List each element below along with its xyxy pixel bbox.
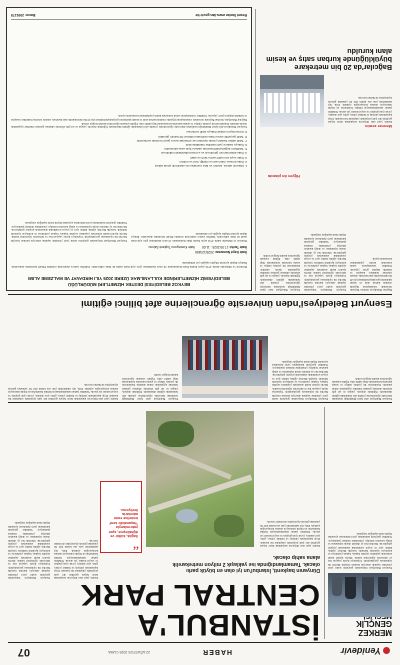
notice-ikn-row <box>11 250 247 254</box>
notice-item: 8. Teklif geçerlilik süresi ihale tarihinden itibaren 60 takvim günüdür <box>158 134 247 139</box>
notice-item: 6. İhaleye sadece yerli istekliler katılabilecektir <box>185 142 247 147</box>
notice-footer-rule <box>11 20 247 21</box>
bagcilar-headline: Bağcılar'da 20 bin metrekare büyüklüğünde kurban satış ve kesim alanı kuruldu <box>266 46 392 72</box>
main-story <box>8 407 320 639</box>
main-body-col3: Esenyurt Belediyesi bünyesinde gençlerin sesini yerel yönetime taşımak amacıyla kurulan Gençlik Meclisi ilk toplantısını gerçekleştirdi. Toplantıya ilçede yaşayan lise ve üniversite öğrencileri katıldı. Meclis üyeleri kendi aralarında yaptıkları seçimle başkan, başkan yardımcısı ve komisyon üyelerini belirledi. Gençlik Meclisi; eğitim, kültür, spor ve sosyal sorumluluk alanlarında projeler geliştirecek. Meclisin her ay düzenli olarak toplanması ve aldığı kararları belediye yönetimine iletmesi planlanıyor. Yetkililer gençlerin katılımının yerel demokrasi açısından büyük önem taşıdığını vurguladı. <box>8 521 50 579</box>
main-callout-text: Sağlık, kültür ve dijitalleşme, spor yatırımlarıyla 'Yaşanabilir kent' hedefine emin adımlarla ilerliyoruz. <box>108 507 138 538</box>
education-body-col1: Esenyurt Belediyesi Afet İşleri Müdürlüğü tarafından üniversite öğrencilerine yönelik afet farkındalık eğitimi düzenlendi. Eğitimde deprem, yangın ve sel gibi afetlerde alınması gereken önlemler uygulamalı olarak anlatıldı. Katılımcılar ilk yardım, tahliye ve arama kurtarma konularında bilgi sahibi oldu. Eğitim sonunda öğrencilere katılım belgesi verildi. <box>332 376 392 400</box>
section-rule-2 <box>8 294 392 295</box>
left-column-divider <box>324 407 325 639</box>
education-photo <box>182 336 268 398</box>
notice-filler-left: Hırdavat ve Malzeme Alımı 4734 sayılı Kamu İhale Kanununun 19 uncu maddesine göre açık ihale usulü ile ihale edilecektir. Teklifler sadece elektronik ortamda EKAP üzerinden alınacaktır. İhaleye ilişkin ayrıntılı bilgiler aşağıda yer almaktadır. <box>131 232 247 242</box>
education-story <box>8 312 392 400</box>
bagcilar-body-col2: Esenyurt Belediyesi bünyesinde gençlerin sesini yerel yönetime taşımak amacıyla kurulan Gençlik Meclisi ilk toplantısını gerçekleştirdi. Toplantıya ilçede yaşayan lise ve üniversite öğrencileri katıldı. Meclis üyeleri kendi aralarında yaptıkları seçimle başkan, başkan yardımcısı ve komisyon üyelerini belirledi. Gençlik Meclisi; eğitim, kültür, spor ve sosyal sorumluluk alanlarında projeler geliştirecek. Meclisin her ay düzenli olarak toplanması ve aldığı kararları belediye yönetimine iletmesi planlanıyor. Yetkililer gençlerin katılımının yerel demokrasi açısından büyük önem taşıdığını vurguladı. <box>304 233 346 291</box>
left-photo <box>328 573 392 617</box>
notice-place: İhale Komisyonu Toplantı Salonu <box>148 245 196 249</box>
bagcilar-body-col3: Esenyurt Belediyesi Afet İşleri Müdürlüğü tarafından üniversite öğrencilerine yönelik afet farkındalık eğitimi düzenlendi. Eğitimde deprem, yangın ve sel gibi afetlerde alınması gereken önlemler uygulamalı olarak anlatıldı. Katılımcılar ilk yardım, tahliye ve arama kurtarma konularında bilgi sahibi oldu. Eğitim sonunda öğrencilere katılım belgesi verildi. <box>260 253 300 291</box>
education-body-col2: Esenyurt Belediyesi bünyesinde gençlerin sesini yerel yönetime taşımak amacıyla kurulan Gençlik Meclisi ilk toplantısını gerçekleştirdi. Toplantıya ilçede yaşayan lise ve üniversite öğrencileri katıldı. Meclis üyeleri kendi aralarında yaptıkları seçimle başkan, başkan yardımcısı ve komisyon üyelerini belirledi. Gençlik Meclisi; eğitim, kültür, spor ve sosyal sorumluluk alanlarında projeler geliştirecek. Meclisin her ay düzenli olarak toplanması ve aldığı kararları belediye yönetimine iletmesi planlanıyor. Yetkililer gençlerin katılımının yerel demokrasi açısından büyük önem taşıdığını vurguladı. <box>272 359 328 400</box>
date-line: 22 AĞUSTOS 2025 CUMA <box>108 650 150 654</box>
main-headline-line2: CENTRAL PARK <box>80 578 320 611</box>
masthead-rule <box>8 642 392 643</box>
bottom-divider <box>255 9 256 291</box>
notice-item: 1. İdarenin adresi, telefon ve faks numarası ile elektronik posta adresi <box>154 164 247 168</box>
main-headline-line1: İSTANBUL'A <box>136 608 320 641</box>
section-rule-1 <box>8 402 392 403</box>
education-body-col3: Esenyurt Belediyesi Afet İşleri Müdürlüğü tarafından üniversite öğrencilerine yönelik afet farkındalık eğitimi düzenlendi. Eğitimde deprem, yangın ve sel gibi afetlerde alınması gereken önlemler uygulamalı olarak anlatıldı. Katılımcılar ilk yardım, tahliye ve arama kurtarma konularında bilgi sahibi oldu. Eğitim sonunda öğrencilere katılım belgesi verildi. <box>122 373 178 400</box>
notice-footer-right: Basın: 2091175 <box>11 13 36 17</box>
notice-items-continued: Esenyurt Belediyesi Afet İşleri Müdürlüğü tarafından üniversite öğrencilerine yönelik afet farkındalık eğitimi düzenlendi. Eğitimde deprem, yangın ve sel gibi afetlerde alınması gereken önlemler uygulamalı olarak anlatıldı. Katılımcılar ilk yardım, tahliye ve arama kurtarma konularında bilgi sahibi oldu. Eğitim sonunda öğrencilere katılım belgesi verildi. <box>11 121 247 129</box>
main-callout-box <box>100 481 142 553</box>
section-label: HABER <box>202 648 232 655</box>
notice-items-list <box>11 22 247 168</box>
notice-footer-left: Resmi İlanlar www.ilan.gov.tr'de <box>195 13 247 17</box>
masthead-logo <box>341 645 390 657</box>
notice-body: Hırdavat ve Malzeme Alımı 4734 sayılı Kamu İhale Kanununun 19 uncu maddesine göre açık ihale usulü ile ihale edilecektir. Teklifler sadece elektronik ortamda EKAP üzerinden alınacaktır. İhaleye ilişkin ayrıntılı bilgiler aşağıda yer almaktadır. <box>11 261 247 269</box>
logo-text: Yenidevir <box>340 646 381 656</box>
bagcilar-photo <box>260 75 324 127</box>
notice-ikn-label: İhale Kayıt Numarası: <box>214 250 247 254</box>
notice-date-row <box>11 245 247 249</box>
notice-subtitle: BELEDİYEMİZ HİZMETLERİNDE KULLANILMAK ÜZERE 2025 YILI HIRDAVAT VE MALZEME ALIMI <box>28 276 230 281</box>
main-deck: Dünyanın başkenti, İstanbul'un iyi olan en büyük parkı olacak. Tamamlandığında ise yaklaşık 2 milyon metrekarelik alana sahip olacak. <box>172 554 320 573</box>
logo-mark-icon <box>383 648 390 655</box>
left-column <box>328 407 392 639</box>
notice-item: 3. İhale veya son teklif verme tarih ve saati <box>190 155 247 160</box>
notice-item: 9. Konsorsiyum olarak ihaleye teklif verilemez <box>186 130 247 135</box>
page-number: 07 <box>17 646 30 658</box>
notice-item: 2. İhale konusu malın adı ve niteliği, türü ve miktarı <box>179 159 247 164</box>
notice-item: 7. Teklif edilen bedelin yüzde üçünden az olmamak üzere geçici teminat verilecektir <box>136 138 247 143</box>
left-body: Esenyurt Belediyesi bünyesinde gençlerin sesini yerel yönetime taşımak amacıyla kurulan Gençlik Meclisi ilk toplantısını gerçekleştirdi. Toplantıya ilçede yaşayan lise ve üniversite öğrencileri katıldı. Meclis üyeleri kendi aralarında yaptıkları seçimle başkan, başkan yardımcısı ve komisyon üyelerini belirledi. Gençlik Meclisi; eğitim, kültür, spor ve sosyal sorumluluk alanlarında projeler geliştirecek. Meclisin her ay düzenli olarak toplanması ve aldığı kararları belediye yönetimine iletmesi planlanıyor. Yetkililer gençlerin katılımının yerel demokrasi açısından büyük önem taşıdığını vurguladı. <box>328 531 392 569</box>
bagcilar-subhead-right: Hijyen ön planda <box>267 174 300 179</box>
left-headline: MERKEZ GENÇLİK <box>356 619 392 637</box>
notice-title: BEYKOZ BELEDİYESİ DESTEK HİZMETLERİ MÜDÜRLÜĞÜ <box>67 282 191 287</box>
notice-item: 4. İhale dokümanının görülmesi ve e-imza kullanılarak indirilmesi <box>161 151 247 156</box>
bagcilar-story <box>260 9 392 291</box>
education-body-col4: Kentin yeşil alan ihtiyacını karşılamak üzere hayata geçirilen dev park projesinde çalışmalar hız kazandı. Proje kapsamında yürüyüş ve bisiklet yolları, gölet, spor alanları, çocuk oyun grupları ve sosyal tesisler yer alacak. Yetkililer parkın tamamlanmasıyla birlikte İstanbul'un en büyük rekreasyon alanına kavuşacağını açıkladı. Park, ilçe sakinlerinin yanı sıra kentin dört bir yanından gelecek ziyaretçilere de hizmet verecek. <box>8 383 118 400</box>
education-headline: Esenyurt Belediyesi'nden üniversite öğrencilerine afet bilinci eğitimi <box>81 298 392 309</box>
bagcilar-body-col1: Bağcılar Belediyesi, Kurban Bayramı öncesinde vatandaşların hijyenik ortamda kurban alım ve kesim işlemlerini gerçekleştirebilmesi için 20 bin metrekarelik alan hazırladı. Alanda veteriner hekimler, kasaplar ve temizlik ekipleri görev yapacak. Yetkililer vatandaşların sokak aralarında kesim yapmamaları konusunda uyardı. <box>350 257 392 291</box>
notice-filler-right: Esenyurt Belediyesi bünyesinde gençlerin sesini yerel yönetime taşımak amacıyla kurulan Gençlik Meclisi ilk toplantısını gerçekleştirdi. Toplantıya ilçede yaşayan lise ve üniversite öğrencileri katıldı. Meclis üyeleri kendi aralarında yaptıkları seçimle başkan, başkan yardımcısı ve komisyon üyelerini belirledi. Gençlik Meclisi; eğitim, kültür, spor ve sosyal sorumluluk alanlarında projeler geliştirecek. Meclisin her ay düzenli olarak toplanması ve aldığı kararları belediye yönetimine iletmesi planlanıyor. Yetkililer gençlerin katılımının yerel demokrasi açısından büyük önem taşıdığını vurguladı. <box>11 221 127 242</box>
notice-date-value: 17.09.2025 - 11:00 <box>201 245 229 249</box>
notice-ikn-value: 2025/123456 <box>195 250 214 254</box>
bagcilar-body-col4: Kentin yeşil alan ihtiyacını karşılamak üzere hayata geçirilen dev park projesinde çalışmalar hız kazandı. Proje kapsamında yürüyüş ve bisiklet yolları, gölet, spor alanları, çocuk oyun grupları ve sosyal tesisler yer alacak. Yetkililer parkın tamamlanmasıyla birlikte İstanbul'un en büyük rekreasyon alanına kavuşacağını açıkladı. Park, ilçe sakinlerinin yanı sıra kentin dört bir yanından gelecek ziyaretçilere de hizmet verecek. <box>328 96 392 123</box>
bagcilar-subhead-left: Mermer zemin <box>365 124 392 129</box>
main-body: Kentin yeşil alan ihtiyacını karşılamak üzere hayata geçirilen dev park projesinde çalışmalar hız kazandı. Proje kapsamında yürüyüş ve bisiklet yolları, gölet, spor alanları, çocuk oyun grupları ve sosyal tesisler yer alacak. Yetkililer parkın tamamlanmasıyla birlikte İstanbul'un en büyük rekreasyon alanına kavuşacağını açıkladı. Park, ilçe sakinlerinin yanı sıra kentin dört bir yanından gelecek ziyaretçilere de hizmet verecek. <box>260 520 320 547</box>
quote-mark-icon: “ <box>132 537 139 552</box>
notice-item: 5. Tekliflerin değerlendirilmesinde sadece fiyat esas alınacaktır <box>164 147 247 152</box>
official-notice <box>6 7 252 291</box>
main-body-col2: Kentin yeşil alan ihtiyacını karşılamak üzere hayata geçirilen dev park projesinde çalışmalar hız kazandı. Proje kapsamında yürüyüş ve bisiklet yolları, gölet, spor alanları, çocuk oyun grupları ve sosyal tesisler yer alacak. Yetkililer parkın tamamlanmasıyla birlikte İstanbul'un en büyük rekreasyon alanına kavuşacağını açıkladı. Park, ilçe sakinlerinin yanı sıra kentin dört bir yanından gelecek ziyaretçilere de hizmet verecek. <box>54 538 98 579</box>
notice-items-continued-2: Bağcılar Belediyesi, Kurban Bayramı öncesinde vatandaşların hijyenik ortamda kurban alım ve kesim işlemlerini gerçekleştirebilmesi için 20 bin metrekarelik alan hazırladı. Alanda veteriner hekimler, kasaplar ve temizlik ekipleri görev yapacak. Yetkililer vatandaşların sokak aralarında kesim yapmamaları konusunda uyardı. <box>11 114 247 121</box>
main-aerial-photo <box>146 411 254 547</box>
notice-date-label: İhale Tarihi: <box>229 245 247 249</box>
